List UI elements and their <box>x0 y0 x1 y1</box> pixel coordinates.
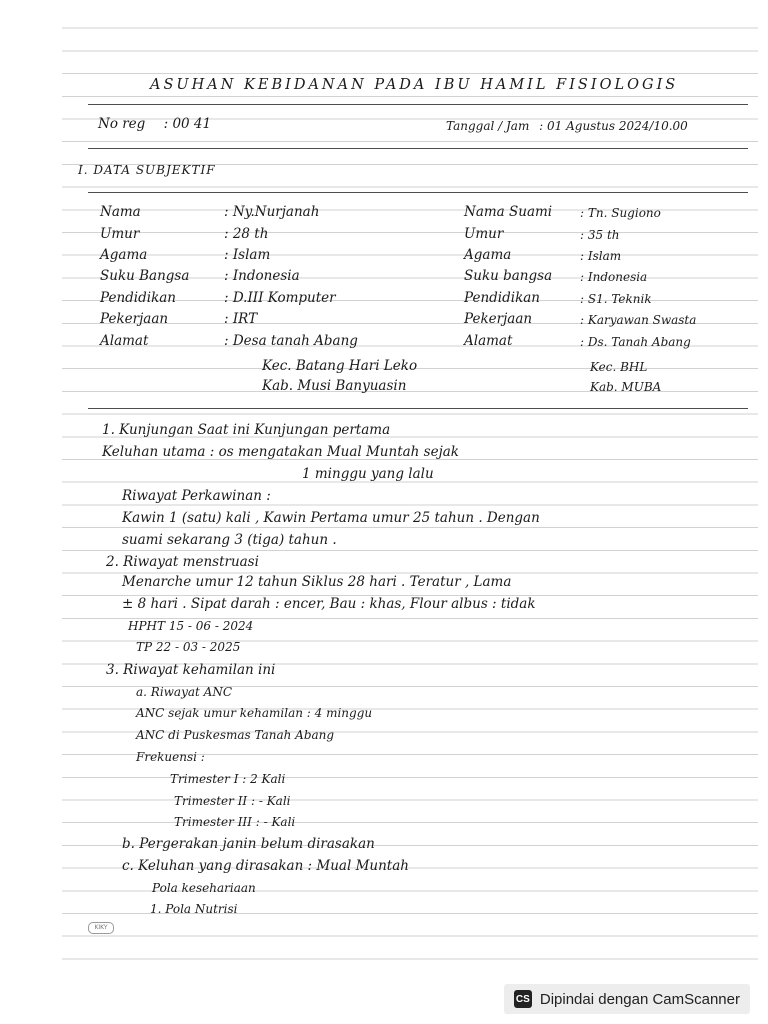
body-line: Kawin 1 (satu) kali , Kawin Pertama umur 25 tahun . Dengan <box>122 510 540 526</box>
label-umur: Umur <box>100 226 140 242</box>
body-line: 1 minggu yang lalu <box>302 466 434 482</box>
label-suku: Suku Bangsa <box>100 268 190 284</box>
value-nama: : Ny.Nurjanah <box>224 204 320 220</box>
value-suku: : Indonesia <box>224 268 300 284</box>
body-line: Riwayat Perkawinan : <box>122 488 271 504</box>
body-line: 1. Pola Nutrisi <box>150 902 238 916</box>
camscanner-label: Dipindai dengan CamScanner <box>539 990 740 1008</box>
value-alamat-kec: Kec. Batang Hari Leko <box>262 358 418 374</box>
label-suami-pekerjaan: Pekerjaan <box>464 311 533 327</box>
value-alamat-kab: Kab. Musi Banyuasin <box>262 378 407 394</box>
label-suami-nama: Nama Suami <box>464 204 553 220</box>
body-line: ± 8 hari . Sipat darah : encer, Bau : khas, Flour albus : tidak <box>122 596 536 612</box>
body-line: b. Pergerakan janin belum dirasakan <box>122 836 375 852</box>
body-line: suami sekarang 3 (tiga) tahun . <box>122 532 337 548</box>
body-line: TP 22 - 03 - 2025 <box>136 640 241 654</box>
body-line: Keluhan utama : os mengatakan Mual Muntah sejak <box>102 444 459 460</box>
value-suami-alamat: : Ds. Tanah Abang <box>580 335 691 349</box>
notebook-brand-stamp: KIKY <box>88 922 114 934</box>
body-line: HPHT 15 - 06 - 2024 <box>128 619 254 633</box>
value-suami-umur: : 35 th <box>580 228 620 242</box>
camscanner-watermark <box>504 984 750 1014</box>
label-alamat: Alamat <box>100 333 149 349</box>
body-line: 3. Riwayat kehamilan ini <box>106 662 276 678</box>
body-line: 1. Kunjungan Saat ini Kunjungan pertama <box>102 422 391 438</box>
label-suami-suku: Suku bangsa <box>464 268 553 284</box>
label-nama: Nama <box>100 204 141 220</box>
body-line: Frekuensi : <box>136 750 205 764</box>
value-suami-agama: : Islam <box>580 249 622 263</box>
tanggal-value: : 01 Agustus 2024/10.00 <box>539 119 688 133</box>
label-suami-agama: Agama <box>464 247 512 263</box>
body-line: 2. Riwayat menstruasi <box>106 554 259 570</box>
body-line: a. Riwayat ANC <box>136 685 232 699</box>
value-suami-alamat-kab: Kab. MUBA <box>590 380 662 394</box>
body-line: c. Keluhan yang dirasakan : Mual Muntah <box>122 858 409 874</box>
label-suami-alamat: Alamat <box>464 333 513 349</box>
value-suami-pekerjaan: : Karyawan Swasta <box>580 313 697 327</box>
body-line: Menarche umur 12 tahun Siklus 28 hari . Teratur , Lama <box>122 574 512 590</box>
value-suami-nama: : Tn. Sugiono <box>580 206 661 220</box>
body-line: ANC di Puskesmas Tanah Abang <box>136 728 335 742</box>
tanggal-label: Tanggal / Jam <box>446 119 530 133</box>
label-agama: Agama <box>100 247 148 263</box>
value-suami-suku: : Indonesia <box>580 270 648 284</box>
section-divider <box>88 192 748 193</box>
label-suami-pendidikan: Pendidikan <box>464 290 541 306</box>
value-suami-pendidikan: : S1. Teknik <box>580 292 652 306</box>
label-pekerjaan: Pekerjaan <box>100 311 169 327</box>
notebook-page <box>62 0 758 972</box>
body-line: Trimester II : - Kali <box>174 794 291 808</box>
label-suami-umur: Umur <box>464 226 504 242</box>
value-agama: : Islam <box>224 247 271 263</box>
value-umur: : 28 th <box>224 226 269 242</box>
value-pekerjaan: : IRT <box>224 311 258 327</box>
body-line: Trimester III : - Kali <box>174 815 296 829</box>
identity-divider <box>88 408 748 409</box>
label-pendidikan: Pendidikan <box>100 290 177 306</box>
camscanner-icon: CS <box>514 990 532 1008</box>
body-line: Trimester I : 2 Kali <box>170 772 286 786</box>
document-title: ASUHAN KEBIDANAN PADA IBU HAMIL FISIOLOGIS <box>150 77 679 93</box>
header-divider <box>88 148 748 149</box>
section-data-subjektif: I. DATA SUBJEKTIF <box>78 163 216 177</box>
no-reg-value: : 00 41 <box>163 116 212 132</box>
body-line: Pola kesehariaan <box>152 881 256 895</box>
title-underline <box>88 104 748 105</box>
value-pendidikan: : D.III Komputer <box>224 290 336 306</box>
body-line: ANC sejak umur kehamilan : 4 minggu <box>136 706 373 720</box>
value-suami-alamat-kec: Kec. BHL <box>590 360 648 374</box>
no-reg-label: No reg <box>98 116 146 132</box>
value-alamat: : Desa tanah Abang <box>224 333 358 349</box>
